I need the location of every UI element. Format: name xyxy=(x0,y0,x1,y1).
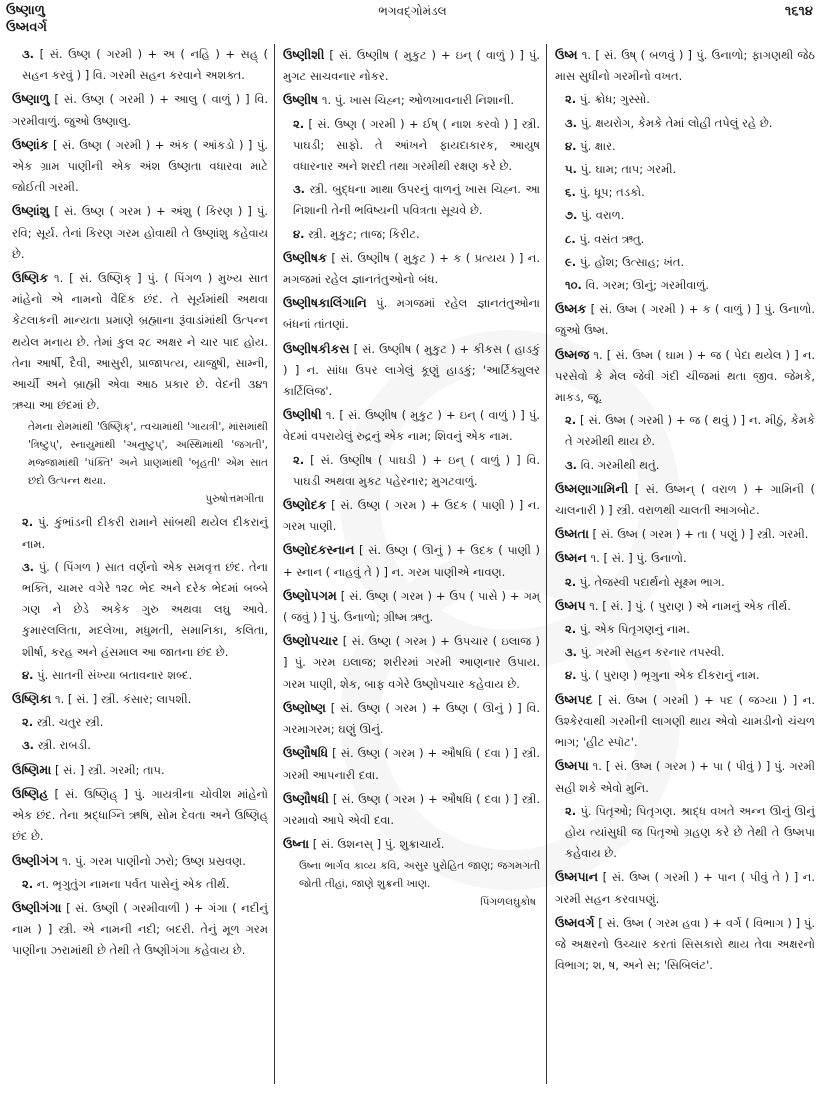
headword: ઉષ્ણીષક xyxy=(283,249,327,265)
sense-number: ૩. xyxy=(22,738,35,753)
sense-item xyxy=(283,450,540,492)
sense-item xyxy=(555,572,815,593)
sense-text: પું. હોંશ; ઉત્સાહ; ખંત. xyxy=(579,254,685,269)
dictionary-entry xyxy=(283,404,540,447)
sense-number: ૪. xyxy=(293,226,305,241)
definition-text: ૧. [ સં. ઉષ્ણીષ ( મુકુટ ) + ઇન્ ( વાળું ) ] પું. વેદમાં વપરાયેલું રુદ્રનું એક નામ; શિવનું એક નામ. xyxy=(283,408,540,444)
definition-text: [ સં. ઉષ્ણિહ્ ] પું. ગાયત્રીના ચોવીશ માંહેનો એક છંદ. તેના શ્રદ્ધાગ્નિ ઋષિ, સોમ દેવતા અને ઉષ્ણિહ્ છંદ છે. xyxy=(12,786,268,844)
dictionary-columns xyxy=(4,44,821,1084)
dictionary-entry xyxy=(283,788,540,831)
dictionary-entry xyxy=(283,833,540,855)
sense-text: પું. પિતૃઓ; પિતૃગણ. શ્રાદ્ધ વખતે અન્ન ઊનું ઊનું હોય ત્યાંસુધી જ પિતૃઓ ગ્રહણ કરે છે તેથી તે ઉષ્મપા કહેવાય છે. xyxy=(565,803,815,861)
page-number: ૧૬૧૪ xyxy=(784,4,813,19)
dictionary-entry xyxy=(555,866,815,909)
headword: ઉષ્મક xyxy=(555,301,587,317)
sense-item xyxy=(12,512,268,554)
sense-number: ૧૦. xyxy=(565,278,582,293)
column-1 xyxy=(4,44,274,1084)
sense-number: ૨. xyxy=(22,715,34,730)
definition-text: [ સં. ઉષ્ણીષ ( મુકુટ ) + ઇન્ ( વાળું ) ] પું. મુગટ સાચવનાર નોકર. xyxy=(283,48,540,84)
sense-item xyxy=(555,159,815,180)
sense-item xyxy=(283,179,540,221)
sense-item xyxy=(283,224,540,245)
definition-text: [ સં. ઉષ્ણ ( ગરમ ) + ઉપચાર ( ઇલાજ ) ] પું. ગરમ ઇલાજ; શરીરમાં ગરમી આણનાર ઉપાય. ગરમ પાણી, શેક, બાફ વગેરે ઉષ્ણોપચાર કહેવાય છે. xyxy=(283,634,540,691)
definition-text: [ સં. ઉષ્ણી ( ગરમીવાળી ) + ગંગા ( નદીનું નામ ) ] સ્ત્રી. એ નામની નદી; બદરી. તેનું મૂળ ગરમ પાણીના ઝરામાંથી છે તેથી તે ઉષ્ણીગંગા કહેવાય છે. xyxy=(12,900,268,958)
dictionary-entry xyxy=(283,697,540,740)
definition-text: [ સં. ] સ્ત્રી. ગરમી; તાપ. xyxy=(54,762,165,777)
headword: ઉષ્ણોપગમ xyxy=(283,587,337,603)
column-2 xyxy=(274,44,546,1084)
sense-text: પું. ( પુરાણ ) ભૃગુના એક દીકરાનું નામ. xyxy=(580,668,760,683)
sense-text: [ સં. ઉષ્ણીષ ( પાઘડી ) + ઇન્ ( વાળું ) ] વિ. પાઘડી અથવા મુકટ પહેરનાર; મુગટવાળું. xyxy=(293,452,541,488)
sense-number: ૪. xyxy=(565,138,577,153)
sense-text: [ સં. ઉષ્ણ ( ગરમી ) + અ ( નહિ ) + સહ્ ( સહન કરવું ) ] વિ. ગરમી સહન કરવાને અશક્ત. xyxy=(22,47,269,83)
headword: ઉષ્ણીષ xyxy=(283,92,319,108)
dictionary-entry xyxy=(283,292,540,335)
headword: ઉષ્મતા xyxy=(555,526,589,542)
definition-text: [ સં. ઉષ્ણ ( ગરમ ) + ઉપ ( પાસે ) + ગમ્ ( જવું ) ] પું. ઉનાળો; ગ્રીષ્મ ઋતુ. xyxy=(283,588,540,625)
definition-text: [ સં. ઉષ્ણ ( ગરમી ) + અંક ( આંકડો ) ] પું. એક ગ્રામ પાણીની એક અંશ ઉષ્ણતા વધારવા માટે જોઈતી ગરમી. xyxy=(12,137,268,195)
dictionary-entry xyxy=(12,267,268,416)
sense-number: ૪. xyxy=(22,667,34,682)
sense-item xyxy=(12,735,268,756)
sense-item xyxy=(555,252,815,273)
dictionary-entry xyxy=(555,344,815,409)
dictionary-entry xyxy=(555,298,815,341)
guide-word-first: ઉષ્ણાળુ xyxy=(6,3,45,18)
headword: ઉષ્ણિક xyxy=(12,270,49,286)
quote-text: ઉષ્ના ભાર્ગવ કાવ્ય કવિ, અસુર પુરોહિત જાણ; જગમગતી જોતી તીહાં, જાણે શુક્રની ખાણ. xyxy=(299,860,540,891)
sense-number: ૨. xyxy=(293,116,305,131)
headword: ઉષ્મજ xyxy=(555,346,590,362)
definition-text: [ સં. ઉષ્ણ ( ગરમી ) + આલુ ( વાળું ) ] વિ. ગરમીવાળું. જુઓ ઉષ્ણાલુ. xyxy=(12,92,268,128)
definition-text: [ સં. ઉષ્ણ ( ઊનું ) + ઉદક ( પાણી ) + સ્નાન ( નાહવું તે ) ] ન. ગરમ પાણીએ નાવણ. xyxy=(283,543,541,579)
sense-number: ૨. xyxy=(565,803,577,818)
sense-text: પું. ધૂપ; તડકો. xyxy=(579,185,645,200)
sense-number: ૭. xyxy=(565,208,578,223)
sense-number: ૨. xyxy=(565,622,577,637)
definition-text: [ સં. ઉષ્મન્ ( વરાળ ) + ગામિની ( ચાલનારી ) ] સ્ત્રી. વરાળથી ચાલતી આગબોટ. xyxy=(555,481,816,518)
definition-text: [ સં. ઉશનસ્ ] પું. શુક્રાચાર્ય. xyxy=(312,837,445,852)
dictionary-entry xyxy=(12,850,268,872)
sense-text: વિ. ગરમ; ઊનું; ગરમીવાળું. xyxy=(585,278,710,293)
sense-number: ૩. xyxy=(565,457,578,472)
dictionary-entry xyxy=(283,89,540,111)
sense-text: પું. ગરમી સહન કરનાર તપસ્વી. xyxy=(580,645,725,660)
definition-text: ૧. પું. ખાસ ચિહ્ન; ઓળખાવનારી નિશાની. xyxy=(321,93,515,108)
dictionary-entry xyxy=(555,595,815,617)
headword: ઉષ્મવર્ગ xyxy=(555,914,595,930)
dictionary-entry xyxy=(283,742,540,785)
sense-number: ૩. xyxy=(565,115,578,130)
sense-number: ૩. xyxy=(22,47,35,61)
sense-item xyxy=(555,136,815,157)
sense-number: ૩. xyxy=(565,645,578,660)
dictionary-entry xyxy=(12,134,268,199)
headword: ઉષ્મપ xyxy=(555,597,586,613)
headword: ઉષ્મન xyxy=(555,550,587,566)
sense-number: ૨. xyxy=(293,452,305,467)
dictionary-entry xyxy=(283,585,540,628)
headword: ઉષ્ણાળુ xyxy=(12,91,50,107)
sense-number: ૫. xyxy=(565,162,577,177)
sense-item xyxy=(555,642,815,663)
citation-quote xyxy=(283,857,540,911)
dictionary-entry xyxy=(283,247,540,290)
dictionary-entry xyxy=(283,44,540,87)
definition-text: ૧. [ સં. ઉષ્મ ( ઘામ ) + જ ( પેદા થયેલ ) ] ન. પરસેવો કે મેલ જેવી ગંદી ચીજમાં થતા જીવ. જેમકે, માકડ, જૂ. xyxy=(555,347,816,405)
headword: ઉષ્ણિહ xyxy=(12,785,49,801)
quote-text: તેમના રોમમાંથી 'ઉષ્ણિક્', ત્વચામાંથી 'ગાયત્રી', માંસમાંથી 'ત્રિષ્ટુપ્', સ્નાયુમાંથી 'અનુષ્ટુપ્', અસ્થિમાંથી 'જગતી', મજ્જામાંથી 'પંક્તિ' અને પ્રાણમાંથી 'બૃહતી' એમ સાત છંદો ઉત્પન્ન થયા. xyxy=(28,421,268,488)
headword: ઉષ્ણિમા xyxy=(12,761,52,777)
sense-text: પું. વસંત ઋતુ. xyxy=(579,231,645,246)
dictionary-entry xyxy=(12,783,268,848)
headword: ઉષ્ણૌષધી xyxy=(283,790,329,806)
sense-text: સ્ત્રી. મુકુટ; તાજ; કિરીટ. xyxy=(308,226,420,241)
definition-text: [ સં. ઉષ્મ ( ગરમ ) + તા ( પણું ) ] સ્ત્રી. ગરમી. xyxy=(592,527,809,542)
definition-text: ૧. પું. ગરમ પાણીનો ઝરો; ઉષ્ણ પ્રસ્રવણ. xyxy=(62,853,246,868)
sense-text: પું. ક્ષાર. xyxy=(580,138,616,153)
headword: ઉષ્મપા xyxy=(555,758,589,774)
dictionary-entry xyxy=(12,759,268,781)
sense-text: સ્ત્રી. ચતુર સ્ત્રી. xyxy=(36,715,104,730)
sense-text: સ્ત્રી. બુદ્ધના માથા ઉપરનું વાળનું ખાસ ચિહ્ન. આ નિશાની તેની ભવિષ્યની પવિત્રતા સૂચવે છે. xyxy=(293,182,540,218)
quote-source: પિંગળલઘુકોષ xyxy=(480,896,536,909)
headword: ઉષ્ણિકા xyxy=(12,691,52,707)
sense-number: ૩. xyxy=(293,182,306,197)
dictionary-entry xyxy=(555,44,815,87)
headword: ઉષ્ણીષી xyxy=(283,407,322,423)
definition-text: [ સં. ઉષ્મ ( ગરમી ) + પાન ( પીવું તે ) ] ન. ગરમી સહન કરવાપણું. xyxy=(555,870,816,906)
dictionary-entry xyxy=(12,897,268,962)
headword: ઉષ્મ xyxy=(555,47,578,62)
sense-item xyxy=(555,182,815,203)
sense-number: ૨. xyxy=(22,876,34,891)
definition-text: ૧. [ સં. ઉષ્ણિક્ ] પું. ( પિંગળ ) મુખ્ય સાત માંહેનો એ નામનો વૈદિક છંદ. તે સૂર્યમાંથી અથવા કેટલાકની માન્યતા પ્રમાણે બ્રહ્માના રૂંવાડાંમાંથી ઉત્પન્ન થયેલ મનાય છે. તેમાં કુલ ૨૮ અક્ષર ને ચાર પાદ હોય. તેના આર્ષી, દૈવી, આસુરી, પ્રાજાપત્ય, યાજુષી, સામ્ની, આર્ચી અને બ્રાહ્મી એવા આઠ પ્રકાર છે. વેદની ૩૪૧ ઋચા આ છંદમાં છે. xyxy=(12,271,269,413)
dictionary-entry xyxy=(283,539,540,582)
sense-text: પું. કુંભાંડની દીકરી રામાને સાંબથી થયેલ દીકરાનું નામ. xyxy=(22,515,268,551)
sense-text: વિ. ગરમીથી થતું. xyxy=(580,457,660,472)
sense-text: પું. ક્ષયરોગ, કેમકે તેમાં લોહી તપેલું રહે છે. xyxy=(580,115,773,130)
definition-text: [ સં. ઉષ્ણીષ ( મુકુટ ) + ક ( પ્રત્યય ) ] ન. મગજમાં રહેલ જ્ઞાનતંતુઓનો બંધ. xyxy=(283,250,541,287)
sense-item xyxy=(555,113,815,134)
sense-item xyxy=(12,665,268,686)
definition-text: [ સં. ઉષ્ણ ( ગરમ ) + ઔષધિ ( દવા ) ] સ્ત્રી. ગરમાવો આપે એવી દવા. xyxy=(283,791,540,827)
headword: ઉષ્ણીગંગ xyxy=(12,852,59,868)
headword: ઉષ્ણીષકાલિંગાનિ xyxy=(283,295,367,311)
sense-item xyxy=(555,455,815,476)
sense-item xyxy=(12,874,268,895)
definition-text: ૧. [ સં. ] સ્ત્રી. કંસાર; લાપશી. xyxy=(54,692,192,707)
definition-text: [ સં. ઉષ્મ ( ગરમ હવા ) + વર્ગ ( વિભાગ ) ] પું. જે અક્ષરનો ઉચ્ચાર કરતાં સિસકારો થાય તેવા અક્ષરનો વિભાગ; શ, ષ, અને સ; 'સિબિલંટ'. xyxy=(555,915,815,973)
sense-text: પું. એક પિતૃગણનું નામ. xyxy=(579,622,690,637)
sense-item xyxy=(555,205,815,226)
dictionary-entry xyxy=(555,689,815,754)
definition-text: [ સં. ઉષ્મ ( ગરમી ) + પદ ( જગ્યા ) ] ન. ઉશ્કેરવાથી ગરમીની લાગણી થાય એવો ચામડીનો ચંચળ ભાગ; 'હીટ સ્પૉટ'. xyxy=(555,692,815,750)
definition-text: [ સં. ઉષ્ણ ( ગરમ ) + ઉષ્ણ ( ઊનું ) ] વિ. ગરમાગરમ; ઘણું ઊનું. xyxy=(283,700,541,737)
headword: ઉષ્ણીશી xyxy=(283,47,325,62)
sense-text: સ્ત્રી. રાબડી. xyxy=(37,738,91,753)
sense-item xyxy=(555,801,815,865)
dictionary-entry xyxy=(555,523,815,545)
column-3 xyxy=(546,44,821,1084)
sense-number: ૨. xyxy=(565,574,577,589)
headword: ઉષ્ણાંક xyxy=(12,136,49,152)
sense-item xyxy=(555,665,815,686)
sense-number: ૬. xyxy=(565,185,576,200)
sense-text: પું. વરાળ. xyxy=(581,208,625,223)
headword: ઉષ્મપદ xyxy=(555,691,593,707)
dictionary-entry xyxy=(12,88,268,131)
definition-text: ૧. [ સં. ઉષ્મ ( ગરમ ) + પા ( પીવું ) ] પું. ગરમી સહી શકે એવો મુનિ. xyxy=(555,759,815,795)
sense-text: પું. ( પિંગળ ) સાત વર્ણનો એક સમવૃત્ત છંદ. તેના ભક્તિ, ચામર વગેરે ૧૨૮ ભેદ અને દરેક ભેદમાં બબ્બે ગણ ને છેડે અકેક ગુરુ અથવા લઘુ આવે. કુમારલલિતા, મદલેખા, મધુમતી, સમાનિકા, કલિતા, શીર્ષા, કરહ અને હંસમાલ આ જાતના છંદ છે. xyxy=(22,559,269,659)
sense-number: ૨. xyxy=(22,515,34,530)
sense-number: ૯. xyxy=(565,254,577,269)
dictionary-entry xyxy=(555,478,815,521)
sense-number: ૨. xyxy=(565,92,577,107)
sense-item xyxy=(555,229,815,250)
headword: ઉષ્ણોદક xyxy=(283,497,327,513)
definition-text: [ સં. ઉષ્ણ ( ગરમ ) + ઔષધિ ( દવા ) ] સ્ત્રી. ગરમી આપનારી દવા. xyxy=(283,746,540,782)
page-header xyxy=(0,0,825,40)
definition-text: [ સં. ઉષ્ણ ( ગરમ ) + ઉદક ( પાણી ) ] ન. ગરમ પાણી. xyxy=(283,498,541,534)
sense-text: પું. તેજસ્વી પદાર્થનો સૂક્ષ્મ ભાગ. xyxy=(579,574,725,589)
dictionary-entry xyxy=(555,547,815,569)
dictionary-entry xyxy=(283,338,540,403)
headword: ઉષ્ણાંશુ xyxy=(12,203,50,219)
dictionary-entry xyxy=(555,912,815,977)
sense-item xyxy=(283,114,540,178)
sense-number: ૪. xyxy=(565,668,577,683)
citation-quote xyxy=(12,418,268,508)
sense-text: પું. સાતની સંખ્યા બતાવનાર શબ્દ. xyxy=(37,667,193,682)
definition-text: ૧. [ સં. ] પું. ઉનાળો. xyxy=(590,551,687,566)
sense-text: [ સં. ઉષ્ણ ( ગરમી ) + ઈષ્ ( નાશ કરવો ) ] સ્ત્રી. પાઘડી; સાફો. તે આંખને ફાયદાકારક, આયુષ વધારનાર અને શરદી તથા ગરમીથી રક્ષણ કરે છે. xyxy=(293,116,540,174)
guide-word-last: ઉષ્મવર્ગ xyxy=(6,20,48,35)
sense-text: પું. ઘામ; તાપ; ગરમી. xyxy=(580,162,677,177)
headword: ઉષ્ણૌષધિ xyxy=(283,745,329,761)
running-title: ભગવદ્ગોમંડલ xyxy=(378,4,447,18)
sense-item xyxy=(12,712,268,733)
dictionary-entry xyxy=(555,755,815,798)
dictionary-entry xyxy=(12,688,268,710)
sense-number: ૮. xyxy=(565,231,576,246)
sense-item xyxy=(555,619,815,640)
definition-text: પું. મગજમાં રહેલ જ્ઞાનતંતુઓના બંધનાં તાંતણાં. xyxy=(283,296,541,332)
definition-text: [ સં. ઉષ્ણીષ ( મુકુટ ) + કીકસ ( હાડકું ) ] ન. સાંધા ઉપર લાગેલું કૂણું હાડકું; 'આર્ટિક્યુલર કાર્ટિલિજ'. xyxy=(283,341,541,399)
headword: ઉષ્ણીષકીકસ xyxy=(283,340,350,356)
definition-text: ૧. [ સં. ઉષ્ ( બળવું ) ] પું. ઉનાળો; ફાગણથી જેઠ માસ સુધીનો ગરમીનો વખત. xyxy=(555,48,815,84)
headword: ઉષ્ણીગંગા xyxy=(12,899,62,915)
dictionary-entry xyxy=(283,630,540,695)
sense-number: ૩. xyxy=(22,559,35,574)
definition-text: [ સં. ઉષ્ણ ( ગરમ ) + અંશુ ( કિરણ ) ] પું. રવિ; સૂર્ય. તેનાં કિરણ ગરમ હોવાથી તે ઉષ્ણાંશુ કહેવાય છે. xyxy=(12,204,269,261)
quote-source: પુરુષોત્તમગીતા xyxy=(205,493,264,506)
headword: ઉષ્ણોપચાર xyxy=(283,633,339,649)
sense-item xyxy=(12,557,268,663)
headword: ઉષ્મપાન xyxy=(555,869,599,885)
headword: ઉષ્ણોદકસ્નાન xyxy=(283,542,355,558)
sense-text: [ સં. ઉષ્મ ( ગરમી ) + જ ( થવું ) ] ન. મીઠું, કેમકે તે ગરમીથી થાય છે. xyxy=(565,413,816,449)
sense-item xyxy=(12,44,268,86)
sense-item xyxy=(555,275,815,296)
sense-text: પું. ક્રોધ; ગુસ્સો. xyxy=(579,92,650,107)
sense-text: ન. ભૃગુતુંગ નામના પર્વત પાસેનું એક તીર્થ. xyxy=(36,876,230,891)
definition-text: ૧. [ સં. ] પું. ( પુરાણ ) એ નામનું એક તીર્થ. xyxy=(589,598,791,613)
dictionary-entry xyxy=(12,200,268,265)
sense-number: ૨. xyxy=(565,413,577,428)
headword: ઉષ્ણોષ્ણ xyxy=(283,699,326,715)
sense-item xyxy=(555,89,815,110)
definition-text: [ સં. ઉષ્મ ( ગરમી ) + ક ( વાળું ) ] પું. ઉનાળો. જુઓ ઉષ્મ. xyxy=(555,302,816,338)
headword: ઉષ્ના xyxy=(283,836,310,852)
dictionary-entry xyxy=(283,494,540,537)
sense-item xyxy=(555,410,815,452)
headword: ઉષ્મણાગામિની xyxy=(555,480,629,496)
